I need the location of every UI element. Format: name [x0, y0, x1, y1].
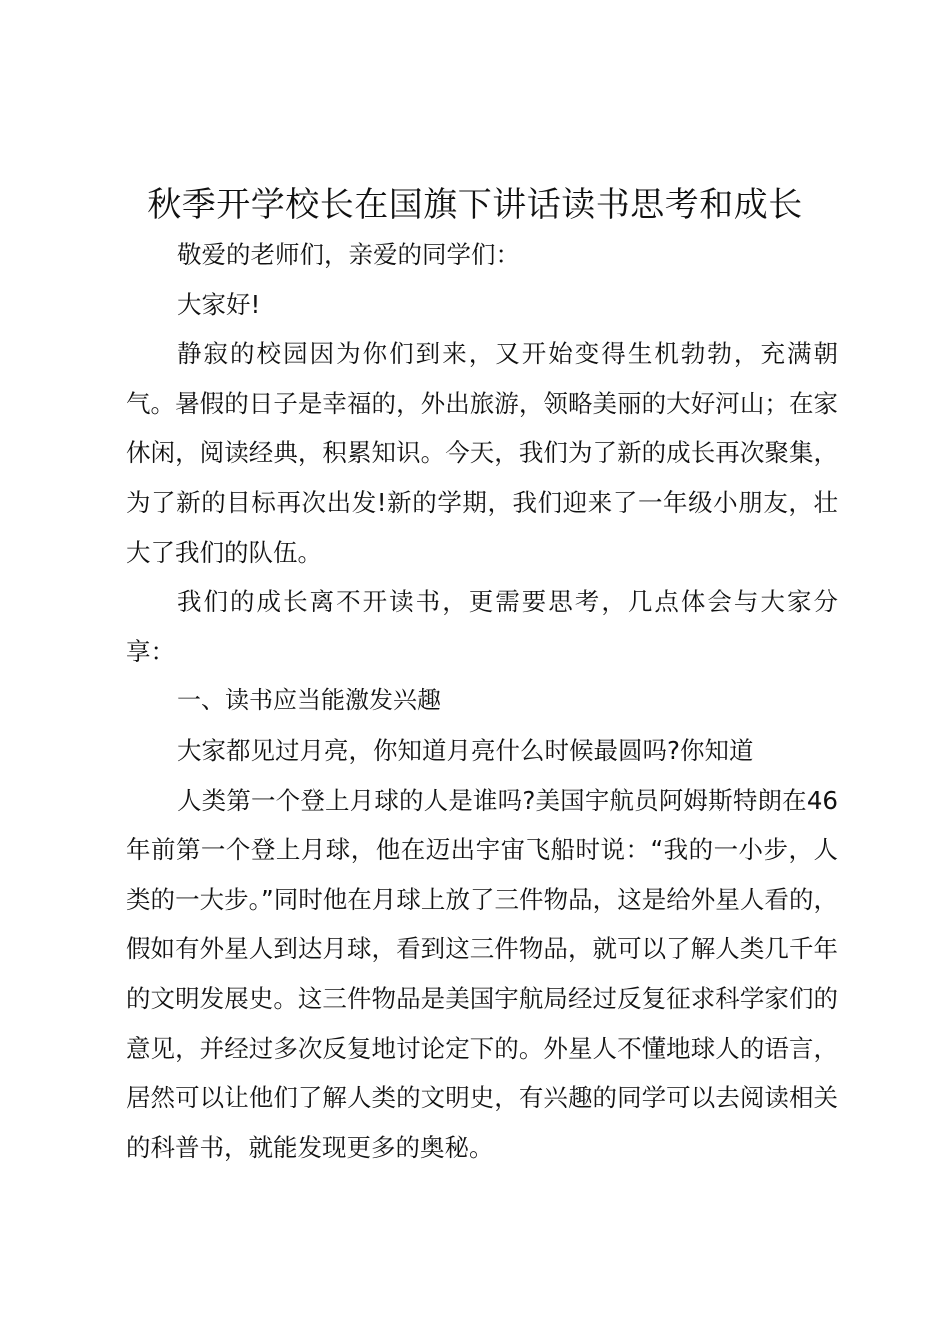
greeting-paragraph: 大家好! [177, 289, 261, 319]
moon-question-paragraph: 大家都见过月亮，你知道月亮什么时候最圆吗?你知道 [177, 735, 754, 765]
document-title: 秋季开学校长在国旗下讲话读书思考和成长 [147, 185, 803, 225]
salutation-paragraph: 敬爱的老师们，亲爱的同学们： [177, 240, 520, 269]
intro-paragraph: 静寂的校园因为你们到来，又开始变得生机勃勃，充满朝气。暑假的日子是幸福的，外出旅游，领略美丽的大好河山；在家休闲，阅读经典，积累知识。今天，我们为了新的成长再次聚集，为了新的目标再次出发!新的学期，我们迎来了一年级小朋友，壮大了我们的队伍。 [126, 339, 838, 567]
section-heading: 一、读书应当能激发兴趣 [177, 686, 441, 715]
document-body [126, 230, 838, 1172]
topic-paragraph: 我们的成长离不开读书，更需要思考，几点体会与大家分享： [126, 587, 838, 666]
moon-landing-paragraph: 人类第一个登上月球的人是谁吗?美国宇航员阿姆斯特朗在46年前第一个登上月球，他在迈出宇宙飞船时说：“我的一小步，人类的一大步。”同时他在月球上放了三件物品，这是给外星人看的，假如有外星人到达月球，看到这三件物品，就可以了解人类几千年的文明发展史。这三件物品是美国宇航局经过反复征求科学家们的意见，并经过多次反复地讨论定下的。外星人不懂地球人的语言，居然可以让他们了解人类的文明史，有兴趣的同学可以去阅读相关的科普书，就能发现更多的奥秘。 [126, 785, 838, 1162]
